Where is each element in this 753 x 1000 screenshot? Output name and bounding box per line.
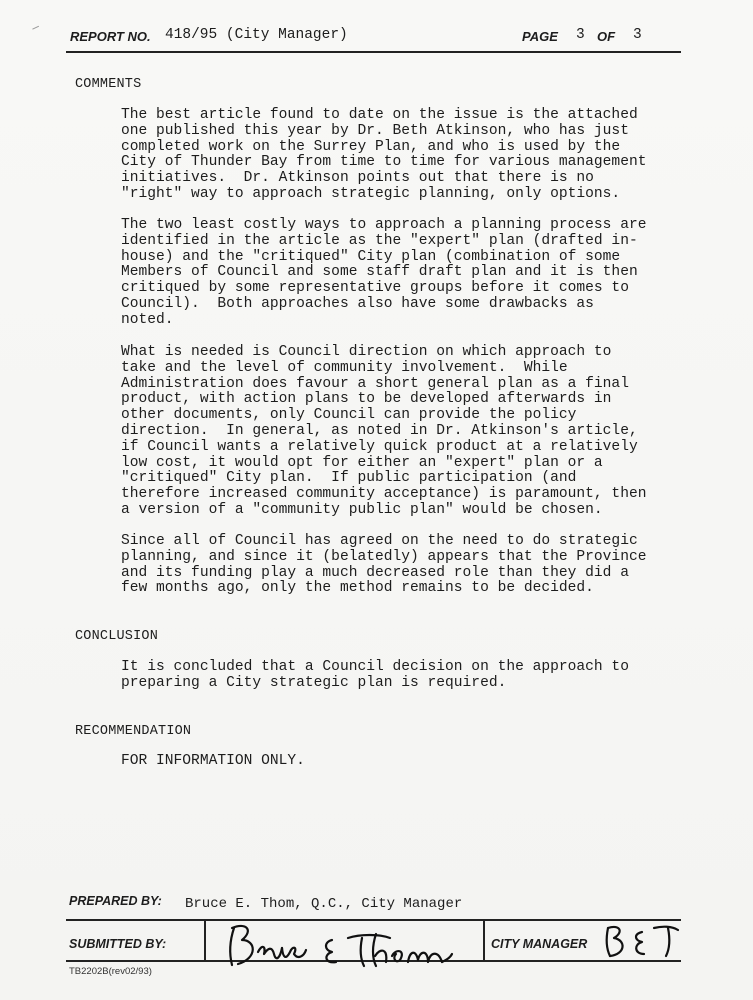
- header-rule: [66, 51, 681, 53]
- city-manager-label: CITY MANAGER: [491, 937, 588, 951]
- handwritten-initials: [598, 920, 684, 964]
- report-header: [70, 27, 680, 49]
- conclusion-paragraph: It is concluded that a Council decision on the approach to preparing a City strategic plan is required.: [121, 659, 629, 691]
- report-number-value: 418/95 (City Manager): [165, 27, 348, 43]
- prepared-by-value: Bruce E. Thom, Q.C., City Manager: [185, 896, 463, 912]
- form-code: TB2202B(rev02/93): [69, 966, 152, 977]
- page-total: 3: [633, 27, 642, 43]
- footer-divider-left: [204, 920, 206, 960]
- report-number-label: REPORT NO.: [70, 29, 151, 44]
- comments-heading: COMMENTS: [75, 77, 142, 92]
- conclusion-heading: CONCLUSION: [75, 629, 159, 644]
- comments-paragraph-1: The best article found to date on the issue is the attached one published this year by Dr. Beth Atkinson, who has just completed work on the Surrey Plan, and who is used by the City of Thunder Bay from time to time for various management initiatives. Dr. Atkinson points out that there is no "right" way to approach strategic planning, only options.: [121, 107, 647, 202]
- scan-mark: [32, 26, 40, 33]
- handwritten-signature: [220, 918, 482, 970]
- comments-paragraph-4: Since all of Council has agreed on the need to do strategic planning, and since it (belatedly) appears that the Province and its funding play a much decreased role than they did a few months ago, only the method remains to be decided.: [121, 533, 647, 597]
- recommendation-paragraph: FOR INFORMATION ONLY.: [121, 753, 305, 769]
- page-number: 3: [576, 27, 585, 43]
- page-label: PAGE: [522, 29, 558, 44]
- prepared-by-label: PREPARED BY:: [69, 894, 162, 908]
- page-of-label: OF: [597, 29, 616, 44]
- footer-divider-right: [483, 920, 485, 960]
- submitted-by-label: SUBMITTED BY:: [69, 937, 167, 951]
- comments-paragraph-3: What is needed is Council direction on which approach to take and the level of community involvement. While Administration does favour a short general plan as a final product, with action plans to be developed afterwards in other documents, only Council can provide the policy direction. In general, as noted in Dr. Atkinson's article, if Council wants a relatively quick product at a relatively low cost, it would opt for either an "expert" plan or a "critiqued" City plan. If public participation (and therefore increased community acceptance) is paramount, then a version of a "community public plan" would be chosen.: [121, 344, 647, 518]
- recommendation-heading: RECOMMENDATION: [75, 724, 192, 739]
- comments-paragraph-2: The two least costly ways to approach a planning process are identified in the article as the "expert" plan (drafted in- house) and the "critiqued" City plan (combination of some Members of Council and some staff draft plan and it is then critiqued by some representative groups before it comes to Council). Both approaches also have some drawbacks as noted.: [121, 217, 647, 328]
